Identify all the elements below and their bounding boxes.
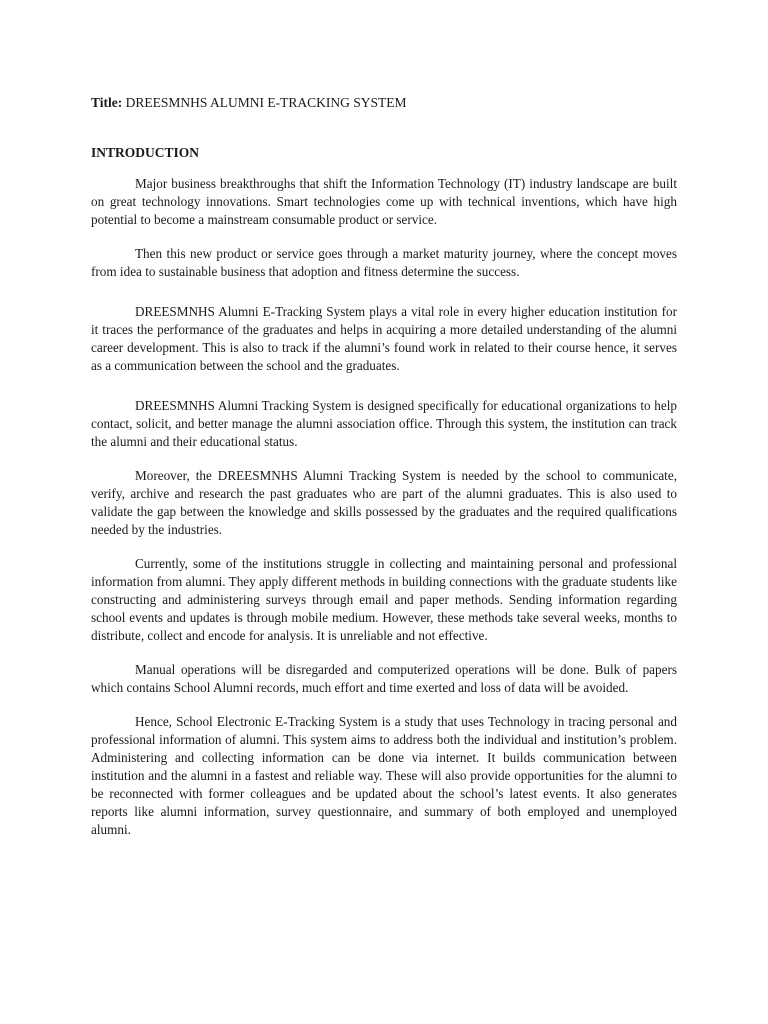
paragraph-3: DREESMNHS Alumni E-Tracking System plays a vital role in every higher education institution for it traces the performance of the graduates and helps in acquiring a more detailed understanding of the alumni career development. This is also to track if the alumni’s found work in related to their course hence, it serves as a communication between the school and the graduates. — [91, 304, 677, 373]
paragraph-5: Moreover, the DREESMNHS Alumni Tracking System is needed by the school to communicate, verify, archive and research the past graduates who are part of the alumni graduates. This is also used to validate the gap between the knowledge and skills possessed by the graduates and the required qualifications needed by the industries. — [91, 468, 677, 537]
paragraph-8: Hence, School Electronic E-Tracking System is a study that uses Technology in tracing personal and professional information of alumni. This system aims to address both the individual and institution’s problem. Administering and collecting information can be done via internet. It builds communication between institution and the alumni in a fastest and reliable way. These will also provide opportunities for the alumni to be reconnected with former colleagues and be updated about the school’s latest events. It also generates reports like alumni information, survey questionnaire, and summary of both employed and unemployed alumni. — [91, 714, 677, 837]
paragraph-2: Then this new product or service goes through a market maturity journey, where the concept moves from idea to sustainable business that adoption and fitness determine the success. — [91, 246, 677, 279]
title-text: DREESMNHS ALUMNI E-TRACKING SYSTEM — [125, 95, 407, 110]
title-label: Title: — [91, 95, 123, 110]
paragraph-6: Currently, some of the institutions struggle in collecting and maintaining personal and professional information from alumni. They apply different methods in building connections with the graduate students like constructing and administering surveys through email and paper methods. Sending information regarding school events and updates is through mobile medium. However, these methods take several weeks, months to distribute, collect and encode for analysis. It is unreliable and not effective. — [91, 556, 677, 643]
document-title — [91, 94, 677, 112]
paragraph-7: Manual operations will be disregarded and computerized operations will be done. Bulk of papers which contains School Alumni records, much effort and time exerted and loss of data will be avoided. — [91, 662, 677, 695]
paragraph-4: DREESMNHS Alumni Tracking System is designed specifically for educational organizations to help contact, solicit, and better manage the alumni association office. Through this system, the institution can track the alumni and their educational status. — [91, 398, 677, 449]
paragraph-1: Major business breakthroughs that shift the Information Technology (IT) industry landscape are built on great technology innovations. Smart technologies come up with technical inventions, which have high potential to become a mainstream consumable product or service. — [91, 176, 677, 227]
document-page — [91, 94, 677, 855]
section-heading-introduction: INTRODUCTION — [91, 145, 200, 160]
